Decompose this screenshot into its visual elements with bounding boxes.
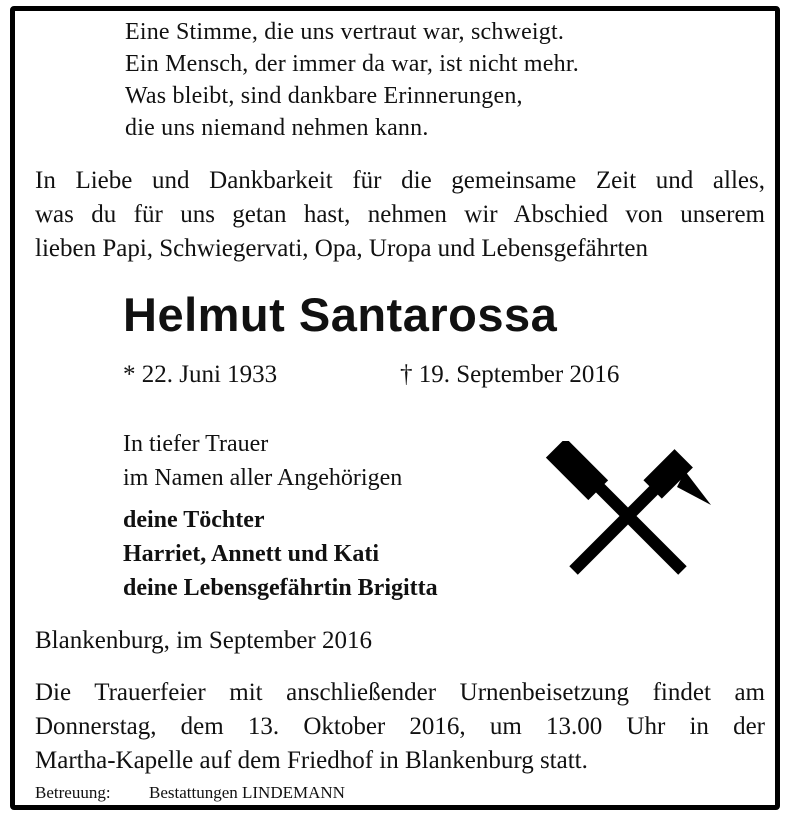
poem-line-1: Eine Stimme, die uns vertraut war, schweigt. bbox=[125, 19, 565, 45]
intro-line-2: was du für uns getan hast, nehmen wir Abschied von unserem bbox=[35, 201, 765, 228]
death-date: † 19. September 2016 bbox=[400, 361, 620, 388]
poem-line-4: die uns niemand nehmen kann. bbox=[125, 115, 429, 141]
place-and-date: Blankenburg, im September 2016 bbox=[35, 627, 372, 654]
birth-date: * 22. Juni 1933 bbox=[123, 361, 278, 388]
credit-company: Bestattungen LINDEMANN bbox=[149, 783, 345, 802]
obituary-notice bbox=[10, 6, 780, 810]
family-line-3: deine Lebensgefährtin Brigitta bbox=[123, 575, 438, 601]
hammer-and-pick-icon bbox=[543, 441, 713, 591]
funeral-line-1: Die Trauerfeier mit anschließender Urnenbeisetzung findet am bbox=[35, 679, 765, 706]
family-line-2: Harriet, Annett und Kati bbox=[123, 541, 379, 567]
mourning-line-1: In tiefer Trauer bbox=[123, 431, 269, 457]
mourning-line-2: im Namen aller Angehörigen bbox=[123, 465, 403, 491]
intro-line-1: In Liebe und Dankbarkeit für die gemeinsame Zeit und alles, bbox=[35, 167, 765, 194]
funeral-line-2: Donnerstag, dem 13. Oktober 2016, um 13.00 Uhr in der bbox=[35, 713, 765, 740]
deceased-name: Helmut Santarossa bbox=[123, 288, 558, 341]
poem-line-3: Was bleibt, sind dankbare Erinnerungen, bbox=[125, 83, 523, 109]
credit-label: Betreuung: bbox=[35, 783, 111, 802]
funeral-line-3: Martha-Kapelle auf dem Friedhof in Blankenburg statt. bbox=[35, 747, 588, 774]
poem-line-2: Ein Mensch, der immer da war, ist nicht mehr. bbox=[125, 51, 579, 77]
family-line-1: deine Töchter bbox=[123, 507, 265, 533]
intro-line-3: lieben Papi, Schwiegervati, Opa, Uropa und Lebensgefährten bbox=[35, 235, 648, 262]
